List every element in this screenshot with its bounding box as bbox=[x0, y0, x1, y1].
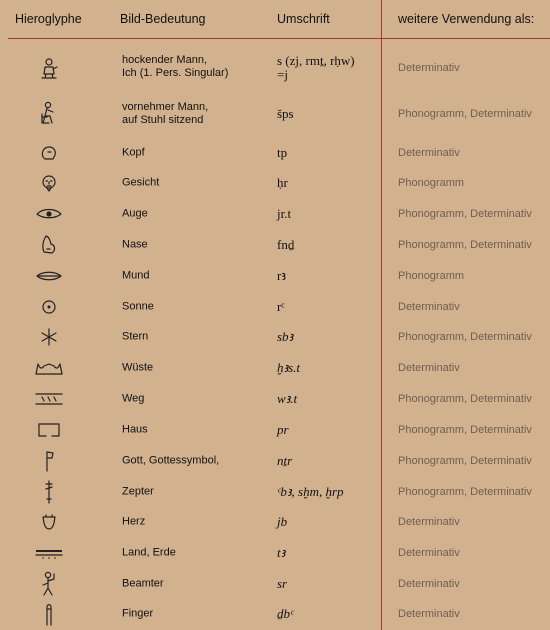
row-usage: Determinativ bbox=[398, 362, 460, 374]
row-transliteration: sr bbox=[277, 576, 288, 591]
row-usage: Phonogramm bbox=[398, 270, 465, 282]
row-usage: Phonogramm, Determinativ bbox=[398, 486, 532, 498]
row-meaning: Sonne bbox=[122, 300, 154, 313]
row-meaning: Herz bbox=[122, 515, 146, 528]
row-meaning: hockender Mann, Ich (1. Pers. Singular) bbox=[122, 54, 229, 79]
row-transliteration: rꜣ bbox=[277, 268, 286, 283]
row-transliteration: tꜣ bbox=[277, 545, 286, 560]
heart-hieroglyph-icon bbox=[26, 509, 72, 535]
row-meaning: vornehmer Mann, auf Stuhl sitzend bbox=[122, 101, 209, 126]
row-usage: Phonogramm, Determinativ bbox=[398, 331, 532, 343]
finger-hieroglyph-icon bbox=[26, 601, 72, 627]
road-hieroglyph-icon bbox=[26, 386, 72, 412]
row-meaning: Gott, Gottessymbol, bbox=[122, 454, 220, 467]
row-meaning: Beamter bbox=[122, 577, 164, 590]
table-row bbox=[0, 48, 550, 92]
head-hieroglyph-icon bbox=[26, 140, 72, 166]
table-row bbox=[0, 292, 550, 322]
row-usage: Phonogramm, Determinativ bbox=[398, 108, 532, 120]
row-transliteration: tp bbox=[277, 145, 288, 160]
table-row bbox=[0, 261, 550, 291]
row-usage: Determinativ bbox=[398, 578, 460, 590]
row-meaning: Haus bbox=[122, 423, 148, 436]
noble-on-chair-hieroglyph-icon bbox=[26, 101, 72, 127]
row-usage: Phonogramm, Determinativ bbox=[398, 424, 532, 436]
face-hieroglyph-icon bbox=[26, 170, 72, 196]
row-meaning: Wüste bbox=[122, 361, 154, 374]
row-transliteration: pr bbox=[277, 422, 289, 437]
table-row bbox=[0, 569, 550, 599]
row-meaning: Gesicht bbox=[122, 176, 160, 189]
table-header bbox=[0, 0, 550, 40]
seated-man-hieroglyph-icon bbox=[26, 57, 72, 83]
row-meaning: Stern bbox=[122, 330, 149, 343]
scepter-hieroglyph-icon bbox=[26, 479, 72, 505]
row-transliteration: ᶜbꜣ, sḫm, ḫrp bbox=[277, 484, 344, 499]
table-row bbox=[0, 168, 550, 198]
table-row bbox=[0, 199, 550, 229]
row-usage: Determinativ bbox=[398, 608, 460, 620]
row-meaning: Mund bbox=[122, 269, 150, 282]
row-transliteration: jb bbox=[277, 514, 288, 529]
table-row bbox=[0, 477, 550, 507]
star-hieroglyph-icon bbox=[26, 324, 72, 350]
row-transliteration: fnḏ bbox=[277, 237, 295, 252]
land-hieroglyph-icon bbox=[26, 540, 72, 566]
row-meaning: Kopf bbox=[122, 146, 145, 159]
row-usage: Phonogramm, Determinativ bbox=[398, 455, 532, 467]
header-hieroglyph: Hieroglyphe bbox=[15, 12, 82, 26]
row-meaning: Zepter bbox=[122, 485, 154, 498]
row-usage: Determinativ bbox=[398, 62, 460, 74]
row-transliteration: s (zj, rmṯ, rḥw) =j bbox=[277, 53, 355, 82]
house-hieroglyph-icon bbox=[26, 417, 72, 443]
header-meaning: Bild-Bedeutung bbox=[120, 12, 206, 26]
row-transliteration: rᶜ bbox=[277, 299, 285, 314]
table-row bbox=[0, 538, 550, 568]
table-row bbox=[0, 446, 550, 476]
row-meaning: Land, Erde bbox=[122, 546, 176, 559]
nose-hieroglyph-icon bbox=[26, 232, 72, 258]
row-meaning: Finger bbox=[122, 607, 154, 620]
god-flag-hieroglyph-icon bbox=[26, 448, 72, 474]
table-row bbox=[0, 507, 550, 537]
row-usage: Phonogramm, Determinativ bbox=[398, 239, 532, 251]
official-hieroglyph-icon bbox=[26, 571, 72, 597]
desert-hieroglyph-icon bbox=[26, 355, 72, 381]
table-row bbox=[0, 415, 550, 445]
row-transliteration: wꜣ.t bbox=[277, 391, 298, 406]
row-meaning: Auge bbox=[122, 207, 148, 220]
table-row bbox=[0, 599, 550, 629]
table-row bbox=[0, 92, 550, 136]
row-meaning: Nase bbox=[122, 238, 148, 251]
row-usage: Determinativ bbox=[398, 547, 460, 559]
row-usage: Determinativ bbox=[398, 301, 460, 313]
mouth-hieroglyph-icon bbox=[26, 263, 72, 289]
row-usage: Phonogramm, Determinativ bbox=[398, 393, 532, 405]
table-row bbox=[0, 138, 550, 168]
header-transliteration: Umschrift bbox=[277, 12, 330, 26]
table-row bbox=[0, 384, 550, 414]
row-usage: Determinativ bbox=[398, 147, 460, 159]
header-divider bbox=[8, 38, 550, 39]
row-meaning: Weg bbox=[122, 392, 145, 405]
row-transliteration: ḥr bbox=[277, 175, 288, 190]
row-usage: Phonogramm, Determinativ bbox=[398, 208, 532, 220]
eye-hieroglyph-icon bbox=[26, 201, 72, 227]
row-transliteration: jr.t bbox=[277, 206, 292, 221]
table-row bbox=[0, 230, 550, 260]
row-transliteration: ḏbᶜ bbox=[277, 606, 294, 621]
table-row bbox=[0, 353, 550, 383]
row-transliteration: sbꜣ bbox=[277, 329, 294, 344]
sun-hieroglyph-icon bbox=[26, 294, 72, 320]
row-transliteration: šps bbox=[277, 106, 294, 121]
header-usage: weitere Verwendung als: bbox=[398, 12, 535, 26]
row-usage: Phonogramm bbox=[398, 177, 465, 189]
table-row bbox=[0, 322, 550, 352]
row-usage: Determinativ bbox=[398, 516, 460, 528]
row-transliteration: ḫꜣs.t bbox=[277, 360, 301, 375]
row-transliteration: nṯr bbox=[277, 453, 293, 468]
